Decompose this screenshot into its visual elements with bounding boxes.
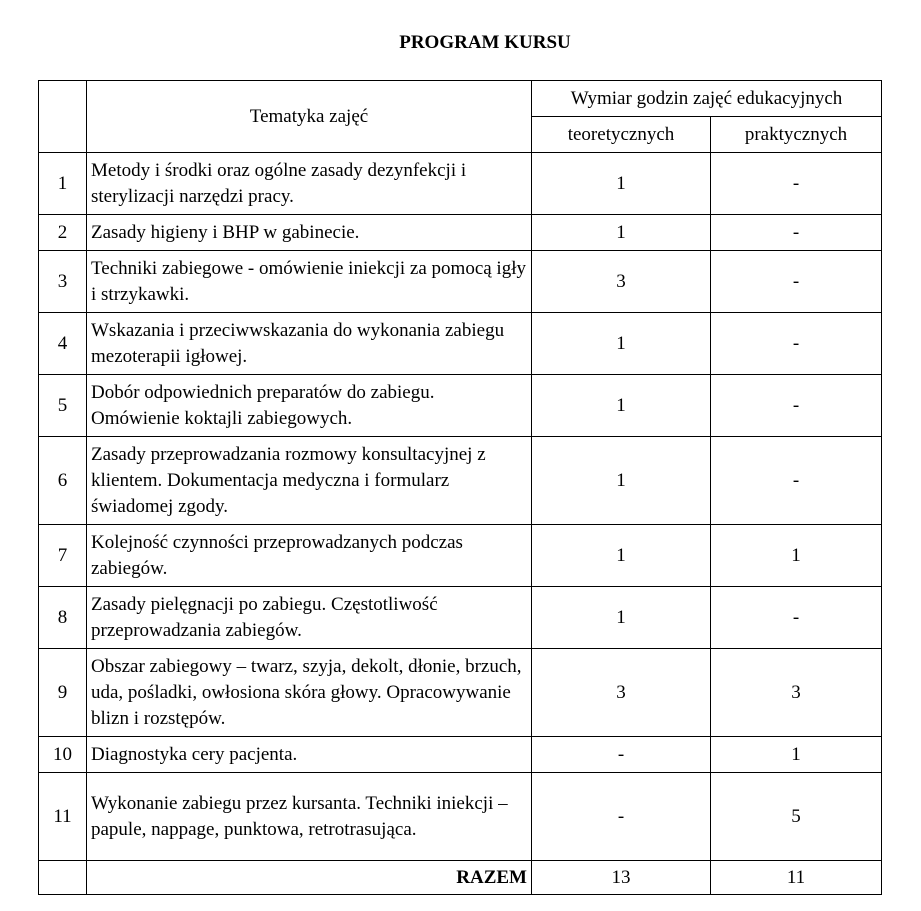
header-number-cell [39,81,87,153]
table-row [39,437,882,525]
table-header-row [39,81,882,117]
row-number: 7 [39,525,87,587]
row-number: 10 [39,737,87,773]
row-theory-hours: 1 [532,525,711,587]
row-practice-hours: - [711,153,882,215]
page-title: PROGRAM KURSU [399,32,571,53]
course-program-table [38,80,882,895]
total-number-cell [39,861,87,895]
row-theory-hours: 1 [532,375,711,437]
row-theory-hours: 3 [532,251,711,313]
header-theory: teoretycznych [532,117,711,153]
row-number: 8 [39,587,87,649]
header-hours: Wymiar godzin zajęć edukacyjnych [532,81,882,117]
table-row [39,375,882,437]
row-theory-hours: - [532,773,711,861]
row-number: 1 [39,153,87,215]
row-topic: Metody i środki oraz ogólne zasady dezynfekcji i sterylizacji narzędzi pracy. [87,153,532,215]
row-practice-hours: - [711,313,882,375]
row-topic: Diagnostyka cery pacjenta. [87,737,532,773]
row-practice-hours: - [711,587,882,649]
row-theory-hours: 1 [532,437,711,525]
row-practice-hours: 5 [711,773,882,861]
row-topic: Obszar zabiegowy – twarz, szyja, dekolt, dłonie, brzuch, uda, pośladki, owłosiona skóra głowy. Opracowywanie blizn i rozstępów. [87,649,532,737]
table-row [39,737,882,773]
row-theory-hours: 1 [532,215,711,251]
row-practice-hours: 3 [711,649,882,737]
row-practice-hours: - [711,437,882,525]
row-number: 11 [39,773,87,861]
row-number: 3 [39,251,87,313]
row-theory-hours: 1 [532,587,711,649]
row-topic: Wskazania i przeciwwskazania do wykonania zabiegu mezoterapii igłowej. [87,313,532,375]
table-row [39,215,882,251]
row-topic: Dobór odpowiednich preparatów do zabiegu. Omówienie koktajli zabiegowych. [87,375,532,437]
row-number: 9 [39,649,87,737]
total-label: RAZEM [87,861,532,895]
row-topic: Zasady pielęgnacji po zabiegu. Częstotliwość przeprowadzania zabiegów. [87,587,532,649]
total-row [39,861,882,895]
row-number: 5 [39,375,87,437]
table-row [39,153,882,215]
table-row [39,587,882,649]
row-theory-hours: - [532,737,711,773]
row-practice-hours: - [711,215,882,251]
header-topic: Tematyka zajęć [87,81,532,153]
row-number: 2 [39,215,87,251]
row-practice-hours: - [711,251,882,313]
table-row [39,251,882,313]
row-theory-hours: 1 [532,153,711,215]
row-theory-hours: 3 [532,649,711,737]
total-practice-hours: 11 [711,861,882,895]
total-theory-hours: 13 [532,861,711,895]
row-practice-hours: - [711,375,882,437]
row-number: 6 [39,437,87,525]
row-topic: Zasady higieny i BHP w gabinecie. [87,215,532,251]
row-topic: Zasady przeprowadzania rozmowy konsultacyjnej z klientem. Dokumentacja medyczna i formularz świadomej zgody. [87,437,532,525]
row-topic: Wykonanie zabiegu przez kursanta. Techniki iniekcji – papule, nappage, punktowa, retrotrasująca. [87,773,532,861]
row-number: 4 [39,313,87,375]
table-row [39,313,882,375]
row-theory-hours: 1 [532,313,711,375]
row-topic: Techniki zabiegowe - omówienie iniekcji za pomocą igły i strzykawki. [87,251,532,313]
table-row [39,525,882,587]
row-practice-hours: 1 [711,525,882,587]
row-topic: Kolejność czynności przeprowadzanych podczas zabiegów. [87,525,532,587]
table-row [39,649,882,737]
row-practice-hours: 1 [711,737,882,773]
header-practice: praktycznych [711,117,882,153]
table-row [39,773,882,861]
